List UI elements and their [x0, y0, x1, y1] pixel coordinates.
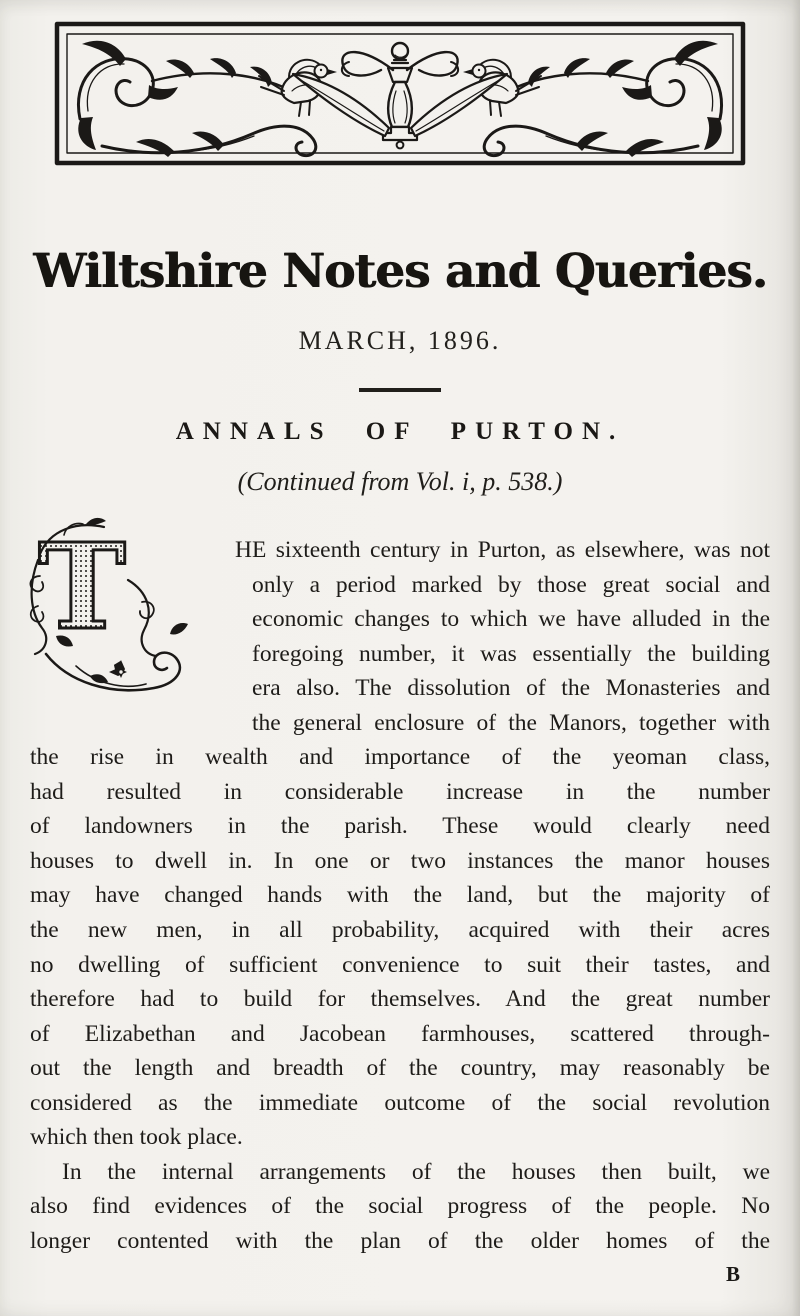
ornament-right-half — [463, 41, 722, 157]
drop-cap-letter: T — [38, 517, 126, 656]
text-line: longer contented with the plan of the older homes of the — [30, 1227, 770, 1254]
text-line: which then took place. — [30, 1124, 243, 1151]
text-line: the rise in wealth and importance of the yeoman class, — [30, 744, 770, 771]
acanthus-scroll-icon — [78, 41, 178, 150]
text-line: may have changed hands with the land, but the majority of — [30, 882, 770, 909]
leafy-branch-icon — [152, 58, 296, 93]
text-line: out the length and breadth of the country, may reasonably be — [30, 1055, 770, 1082]
text-line: considered as the immediate outcome of the social revolution — [30, 1089, 770, 1116]
text-line: foregoing number, it was essentially the building — [252, 640, 770, 667]
issue-date: MARCH, 1896. — [298, 326, 502, 355]
text-line: In the internal arrangements of the houses then built, we — [62, 1158, 770, 1185]
article-body — [30, 533, 770, 1258]
text-line: HE sixteenth century in Purton, as elsewhere, was not — [235, 537, 770, 563]
masthead-title: Wiltshire Notes and Queries. — [33, 244, 767, 299]
text-line: of Elizabethan and Jacobean farmhouses, scattered through- — [30, 1020, 770, 1047]
text-line: the new men, in all probability, acquired with their acres — [30, 917, 770, 944]
urn-icon — [293, 43, 507, 148]
signature-mark: B — [726, 1262, 742, 1286]
text-line: no dwelling of sufficient convenience to suit their tastes, and — [30, 951, 770, 978]
section-divider-rule — [359, 388, 441, 392]
header-ornament-engraving — [54, 21, 746, 166]
text-line: had resulted in considerable increase in the number — [30, 778, 770, 805]
ornament-left-half — [78, 41, 337, 157]
text-line: also find evidences of the social progress of the people. No — [30, 1193, 770, 1220]
text-line: era also. The dissolution of the Monasteries and — [252, 675, 770, 702]
text-line: therefore had to build for themselves. And the great number — [30, 986, 770, 1013]
text-line: houses to dwell in. In one or two instances the manor houses — [30, 847, 770, 874]
continuation-note: (Continued from Vol. i, p. 538.) — [237, 467, 563, 496]
text-line: economic changes to which we have alluded in the — [252, 606, 770, 633]
text-line: only a period marked by those great social and — [252, 571, 770, 598]
article-title: ANNALS OF PURTON. — [175, 418, 625, 445]
text-line: the general enclosure of the Manors, together with — [252, 709, 770, 736]
text-line: of landowners in the parish. These would clearly need — [30, 813, 770, 840]
